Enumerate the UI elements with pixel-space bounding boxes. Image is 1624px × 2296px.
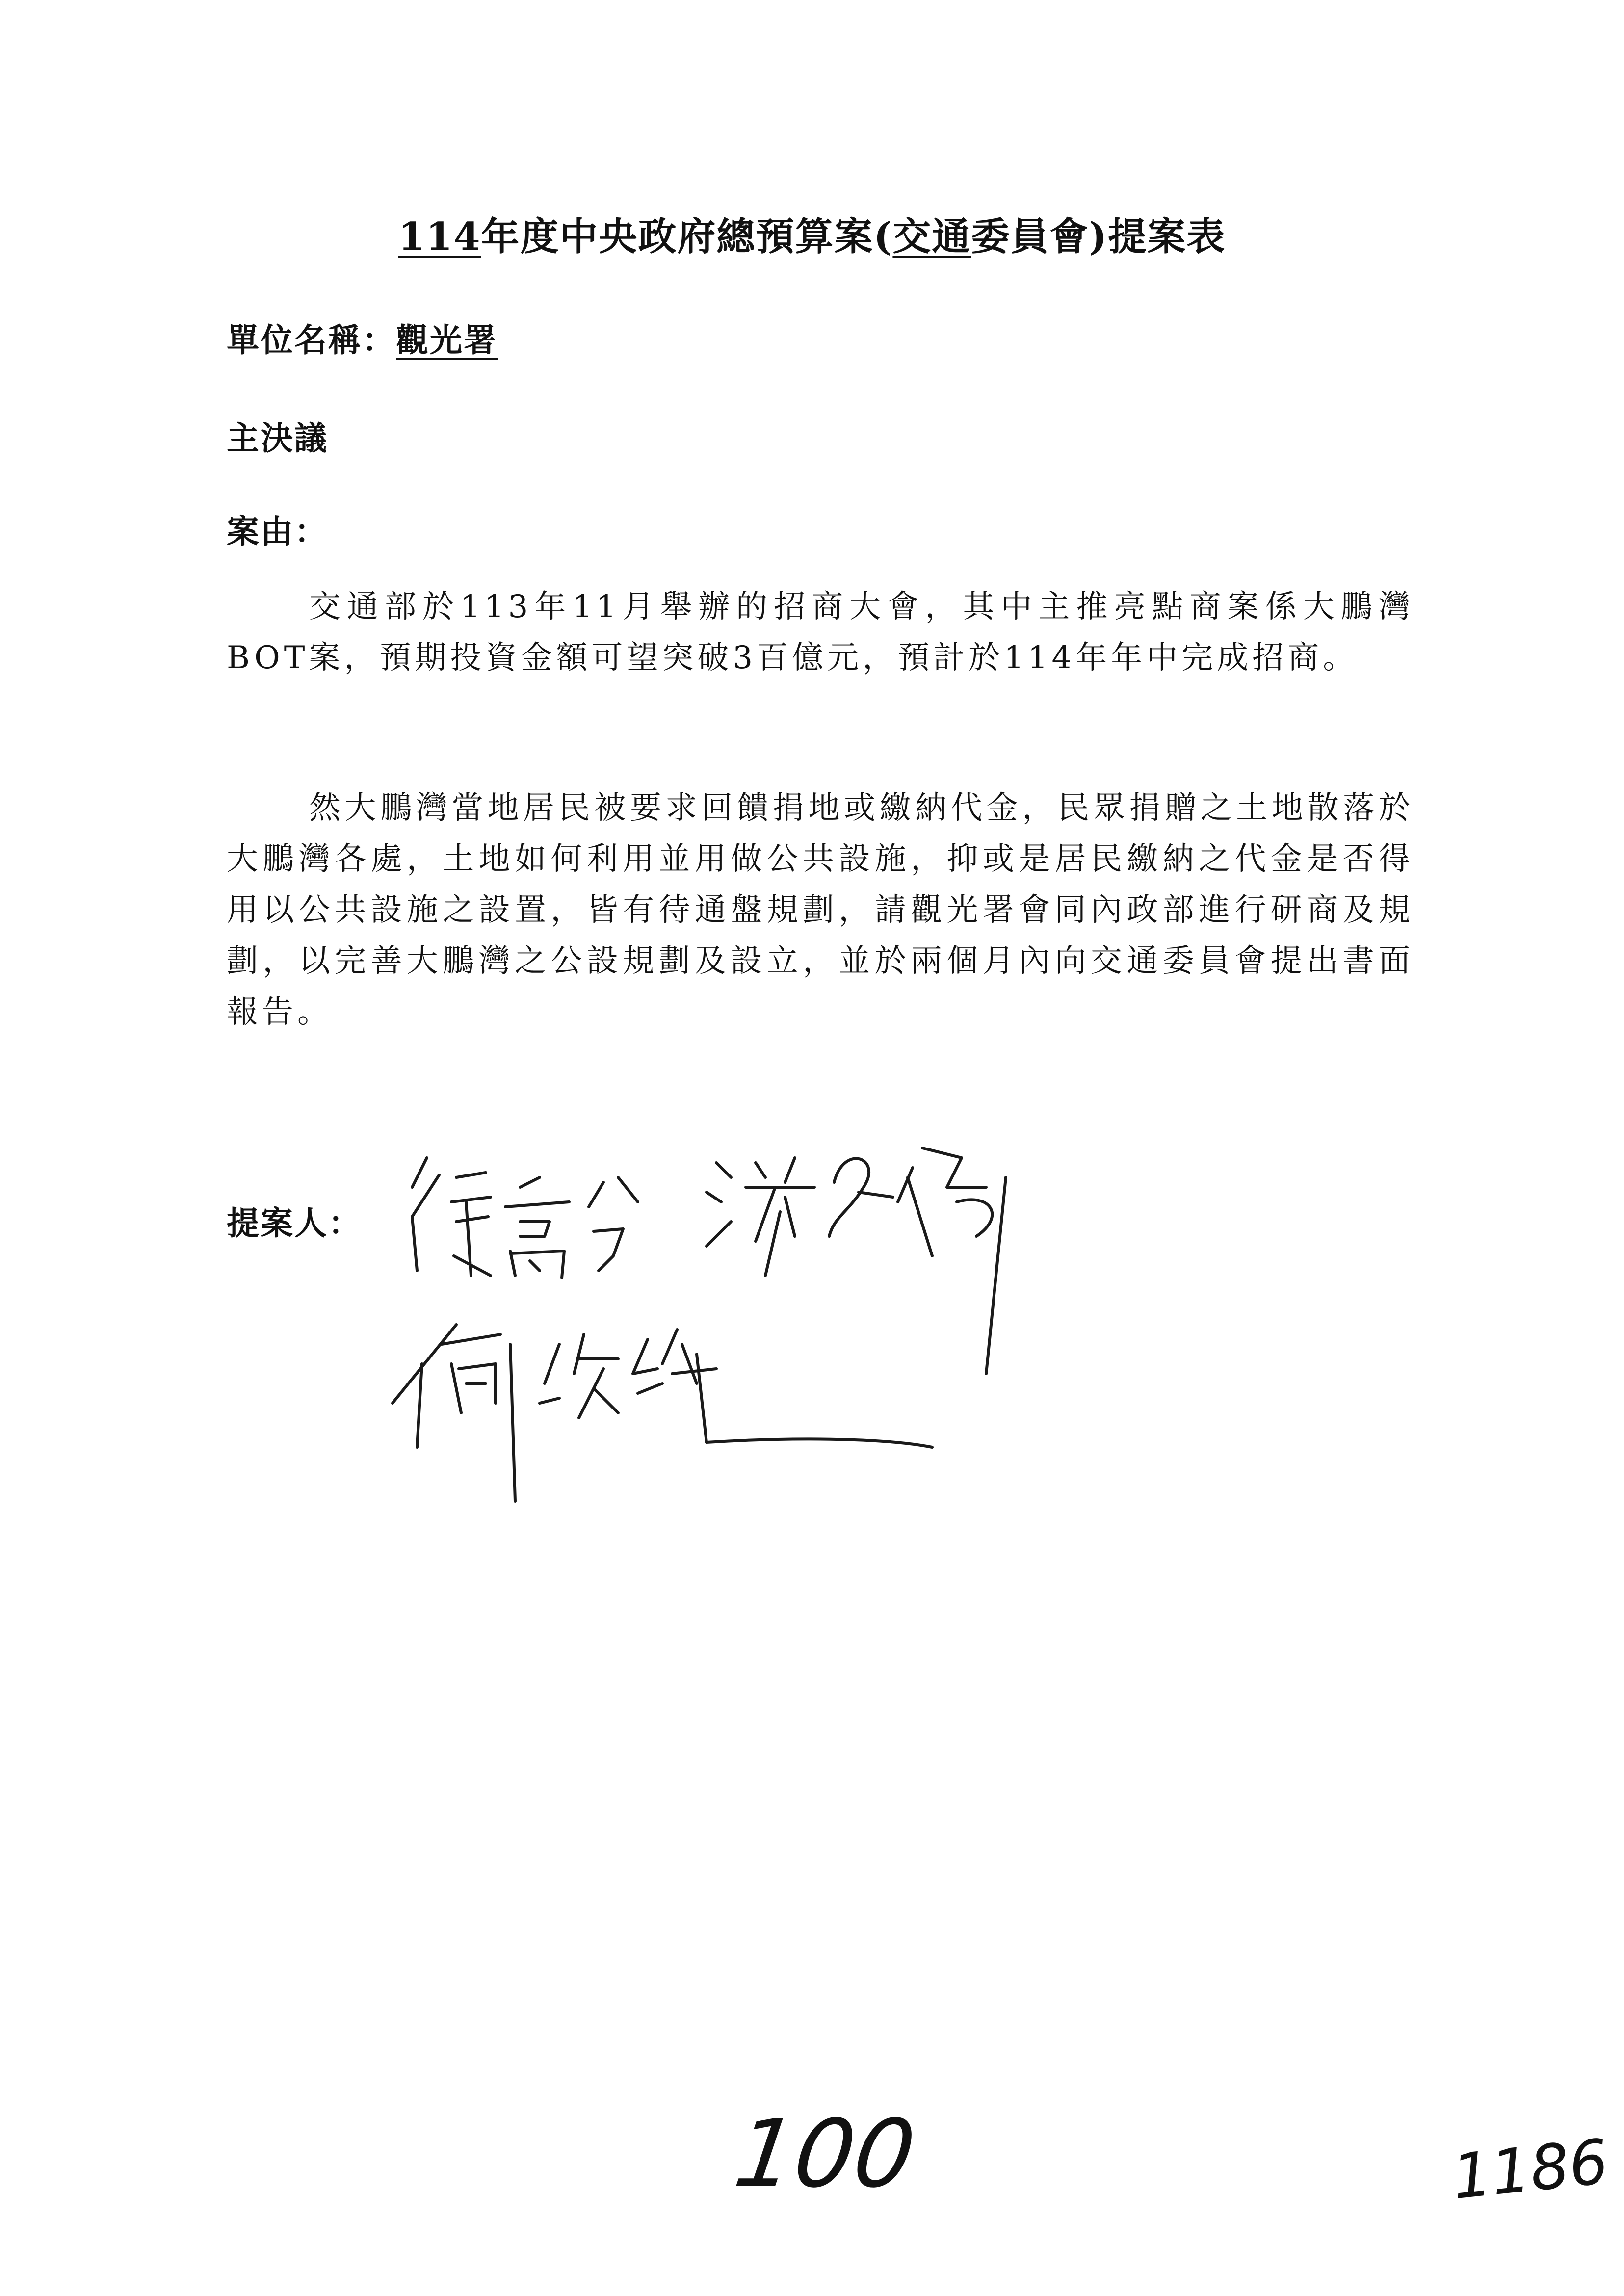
- page-number: 100: [728, 2100, 922, 2208]
- title-part-2: 委員會)提案表: [971, 214, 1226, 259]
- signature-2: [707, 1148, 1006, 1374]
- proposer-label: 提案人：: [227, 1204, 362, 1242]
- signature-3: [393, 1325, 932, 1501]
- unit-label: 單位名稱：: [227, 321, 396, 359]
- unit-value: 觀光署: [396, 321, 498, 359]
- corner-number: 1186: [1449, 2126, 1612, 2214]
- signature-1: [412, 1158, 638, 1278]
- title-part-1: 年度中央政府總預算案(: [481, 214, 893, 259]
- reason-paragraph-1: 交通部於113年11月舉辦的招商大會，其中主推亮點商案係大鵬灣BOT案，預期投資金額可望突破3百億元，預計於114年年中完成招商。: [227, 589, 1414, 676]
- title-year: 114: [398, 214, 481, 259]
- title-committee: 交通: [892, 214, 971, 259]
- reason-label: 案由：: [227, 512, 328, 550]
- main-resolution-label: 主決議: [227, 419, 328, 457]
- reason-paragraph-2: 然大鵬灣當地居民被要求回饋捐地或繳納代金，民眾捐贈之土地散落於大鵬灣各處，土地如何利用並用做公共設施，抑或是居民繳納之代金是否得用以公共設施之設置，皆有待通盤規劃，請觀光署會同內政部進行研商及規劃，以完善大鵬灣之公設規劃及設立，並於兩個月內向交通委員會提出書面報告。: [227, 790, 1414, 1030]
